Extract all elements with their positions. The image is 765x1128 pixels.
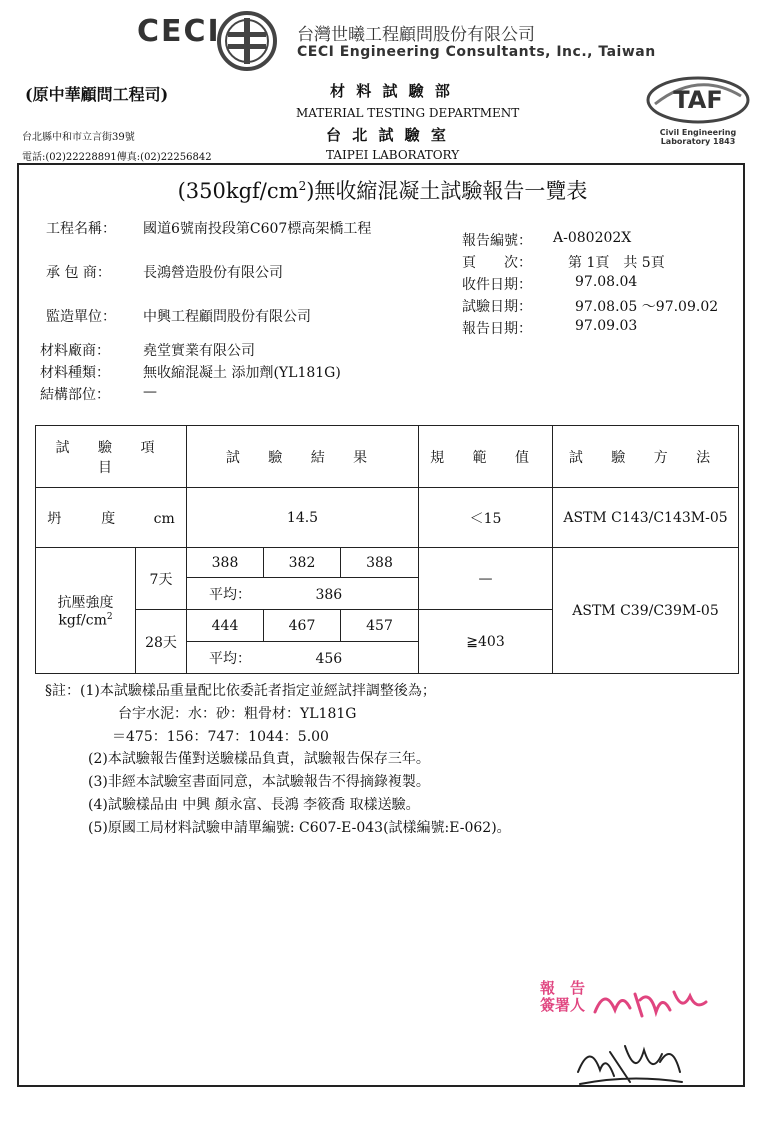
received-date-label: 收件日期： <box>462 277 532 293</box>
phone-fax: 電話:(02)22228891傳真:(02)22256842 <box>22 152 212 163</box>
note-1-ratio-values: ＝475：156：747：1044：5.00 <box>112 729 329 745</box>
results-table <box>35 425 739 674</box>
address: 台北縣中和市立言街39號 <box>22 132 135 143</box>
manufacturer-value: 堯堂實業有限公司 <box>143 343 255 359</box>
handwritten-signature-icon <box>570 1032 690 1092</box>
department-cn: 材 料 試 驗 部 <box>330 82 453 100</box>
contractor-value: 長鴻營造股份有限公司 <box>143 265 283 281</box>
day7-average-row <box>187 578 419 610</box>
day28-value-1: 444 <box>187 610 264 642</box>
day28-label: 28天 <box>136 610 187 674</box>
day28-spec: ≧403 <box>419 610 553 674</box>
report-date-label: 報告日期： <box>462 321 532 337</box>
note-5: (5)原國工局材料試驗申請單編號: C607-E-043(試樣編號:E-062)。 <box>88 820 511 836</box>
test-date-value: 97.08.05 ～97.09.02 <box>575 299 719 315</box>
strength-label-cell <box>36 548 136 674</box>
ceci-logo-icon <box>216 10 278 72</box>
stamp-line-2: 簽署人 <box>540 996 586 1014</box>
slump-unit: cm <box>153 510 175 527</box>
strength-method: ASTM C39/C39M-05 <box>553 548 739 674</box>
note-3: (3)非經本試驗室書面同意，本試驗報告不得摘錄複製。 <box>88 774 430 790</box>
supervisor-value: 中興工程顧問股份有限公司 <box>143 309 311 325</box>
material-label: 材料種類： <box>40 365 110 381</box>
day28-value-3: 457 <box>341 610 419 642</box>
stamp-signature-icon <box>590 982 710 1022</box>
strength-label: 抗壓強度 <box>57 595 114 612</box>
day7-average-value: 386 <box>315 586 343 603</box>
strength-unit: kgf/$cm^2$ <box>58 612 113 629</box>
former-name: (原中華顧問工程司) <box>25 85 169 104</box>
day28-average-value: 456 <box>315 650 343 667</box>
header-result: 試 驗 結 果 <box>187 426 419 488</box>
slump-label-cell <box>36 488 187 548</box>
taf-caption: Civil Engineering Laboratory 1843 <box>659 128 737 146</box>
slump-label: 坍 度 <box>47 510 120 527</box>
report-date-value: 97.09.03 <box>575 318 638 334</box>
note-1-ratio-label: 台宇水泥：水：砂：粗骨材：YL181G <box>118 706 357 722</box>
contractor-label: 承 包 商： <box>46 265 111 281</box>
note-1: §註：(1)本試驗樣品重量配比依委託者指定並經試拌調整後為； <box>45 683 436 699</box>
received-date-value: 97.08.04 <box>575 274 638 290</box>
taf-text: TAF <box>673 86 723 114</box>
note-4: (4)試驗樣品由 中興 顏永富、長鴻 李筱喬 取樣送驗。 <box>88 797 420 813</box>
department-en: MATERIAL TESTING DEPARTMENT <box>296 106 520 120</box>
ceci-wordmark: CECI <box>137 14 221 49</box>
page-label: 頁 次： <box>462 255 532 271</box>
day7-label: 7天 <box>136 548 187 610</box>
note-2: (2)本試驗報告僅對送驗樣品負責，試驗報告保存三年。 <box>88 751 430 767</box>
supervisor-label: 監造單位： <box>46 309 116 325</box>
company-name-cn: 台灣世曦工程顧問股份有限公司 <box>297 25 535 45</box>
manufacturer-label: 材料廠商： <box>40 343 110 359</box>
structure-label: 結構部位： <box>40 387 110 403</box>
report-no-value: A-080202X <box>553 230 632 246</box>
laboratory-en: TAIPEI LABORATORY <box>326 148 460 162</box>
header-method: 試 驗 方 法 <box>553 426 739 488</box>
company-name-en: CECI Engineering Consultants, Inc., Taiwan <box>297 44 656 60</box>
signatory-stamp <box>540 980 585 1014</box>
header-item: 試 驗 項 目 <box>36 426 187 488</box>
test-date-label: 試驗日期： <box>462 299 532 315</box>
taf-logo-icon <box>645 74 751 126</box>
slump-method: ASTM C143/C143M-05 <box>553 488 739 548</box>
header-spec: 規 範 值 <box>419 426 553 488</box>
day28-average-row <box>187 642 419 674</box>
day28-value-2: 467 <box>264 610 341 642</box>
page-value: 第 1頁 共 5頁 <box>568 255 665 271</box>
day7-average-label: 平均： <box>209 586 252 603</box>
laboratory-cn: 台 北 試 驗 室 <box>326 126 449 144</box>
day7-value-1: 388 <box>187 548 264 578</box>
project-value: 國道6號南投段第C607標高架橋工程 <box>143 221 372 237</box>
structure-value: — <box>143 384 157 400</box>
day7-value-2: 382 <box>264 548 341 578</box>
day7-spec: — <box>419 548 553 610</box>
project-label: 工程名稱： <box>46 221 116 237</box>
stamp-line-1: 報 告 <box>540 979 586 997</box>
day28-average-label: 平均： <box>209 650 252 667</box>
report-title: $(350kgf/cm^2)$無收縮混凝土試驗報告一覽表 <box>177 179 588 203</box>
day7-value-3: 388 <box>341 548 419 578</box>
material-value: 無收縮混凝土 添加劑(YL181G) <box>143 365 341 381</box>
slump-value: 14.5 <box>187 488 419 548</box>
report-no-label: 報告編號： <box>462 233 532 249</box>
slump-spec: ＜15 <box>419 488 553 548</box>
